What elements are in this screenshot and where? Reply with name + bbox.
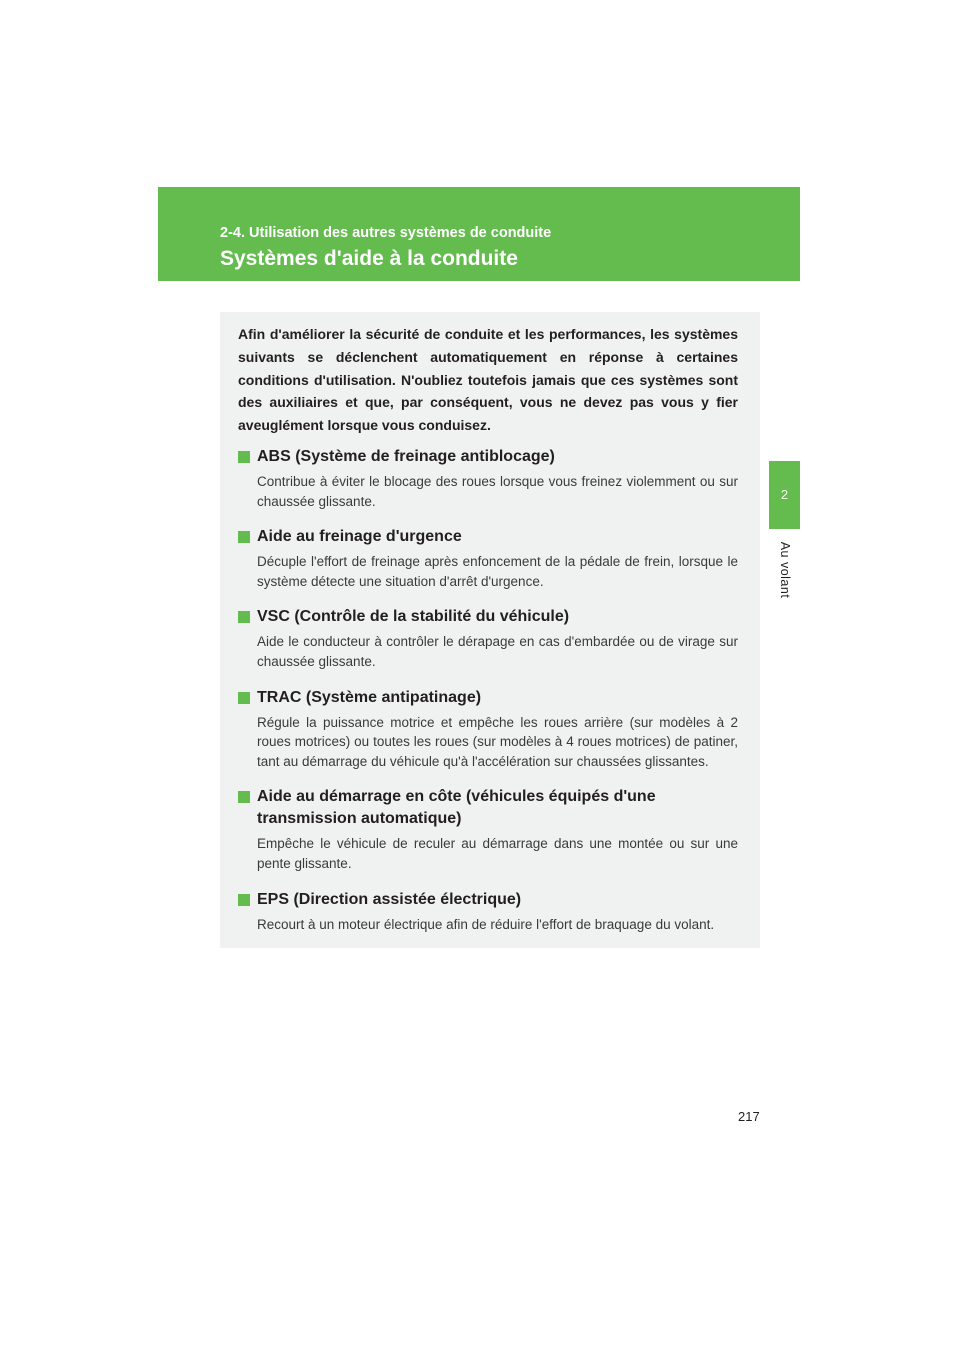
feature-description: Régule la puissance motrice et empêche les roues arrière (sur modèles à 2 roues motrices) ou toutes les roues (sur modèles à 4 roues motrices) de patiner, tant au démarrage du véhicule qu'à l'accélération sur chaussées glissantes. (257, 714, 738, 769)
square-bullet-icon (238, 791, 250, 803)
feature-eps (238, 889, 738, 935)
chapter-number: 2 (780, 487, 789, 502)
feature-list (238, 446, 738, 934)
square-bullet-icon (238, 531, 250, 543)
content-box (220, 312, 760, 948)
page-number: 217 (738, 1109, 760, 1124)
feature-description: Empêche le véhicule de reculer au démarrage dans une montée ou sur une pente glissante. (257, 836, 738, 871)
feature-heading-text: ABS (Système de freinage antiblocage) (257, 447, 555, 465)
feature-heading (238, 446, 738, 468)
page-title: Systèmes d'aide à la conduite (220, 247, 518, 270)
feature-trac (238, 687, 738, 772)
feature-heading (238, 687, 738, 709)
chapter-tab (769, 461, 800, 529)
feature-heading (238, 526, 738, 548)
feature-description: Recourt à un moteur électrique afin de réduire l'effort de braquage du volant. (257, 916, 715, 932)
square-bullet-icon (238, 611, 250, 623)
feature-heading (238, 606, 738, 628)
feature-heading-text: TRAC (Système antipatinage) (257, 688, 482, 706)
square-bullet-icon (238, 451, 250, 463)
header-band (158, 187, 800, 281)
feature-description: Décuple l'effort de freinage après enfoncement de la pédale de frein, lorsque le système détecte une situation d'arrêt d'urgence. (257, 554, 738, 589)
feature-heading-text: VSC (Contrôle de la stabilité du véhicule) (257, 608, 570, 626)
feature-abs (238, 446, 738, 511)
feature-heading (238, 889, 738, 911)
feature-vsc (238, 606, 738, 671)
feature-description: Contribue à éviter le blocage des roues lorsque vous freinez violemment ou sur chaussée glissante. (257, 473, 738, 509)
feature-description: Aide le conducteur à contrôler le dérapage en cas d'embardée ou de virage sur chaussée glissante. (257, 634, 738, 669)
feature-emergency-brake-assist (238, 526, 738, 591)
feature-heading-text: Aide au freinage d'urgence (257, 528, 462, 546)
square-bullet-icon (238, 692, 250, 704)
feature-heading (238, 786, 738, 830)
feature-heading-text: EPS (Direction assistée électrique) (257, 890, 522, 908)
section-label: 2-4. Utilisation des autres systèmes de conduite (220, 225, 552, 241)
chapter-label: Au volant (778, 541, 792, 599)
feature-heading-text: Aide au démarrage en côte (véhicules équipés d'une transmission automatique) (257, 788, 656, 828)
feature-hill-start-assist (238, 786, 738, 873)
square-bullet-icon (238, 894, 250, 906)
intro-paragraph: Afin d'améliorer la sécurité de conduite et les performances, les systèmes suivants se déclenchent automatiquement en réponse à certaines conditions d'utilisation. N'oubliez toutefois jamais que ces systèmes sont des auxiliaires et que, par conséquent, vous ne devez pas vous y fier aveuglément lorsque vous conduisez. (238, 326, 738, 434)
